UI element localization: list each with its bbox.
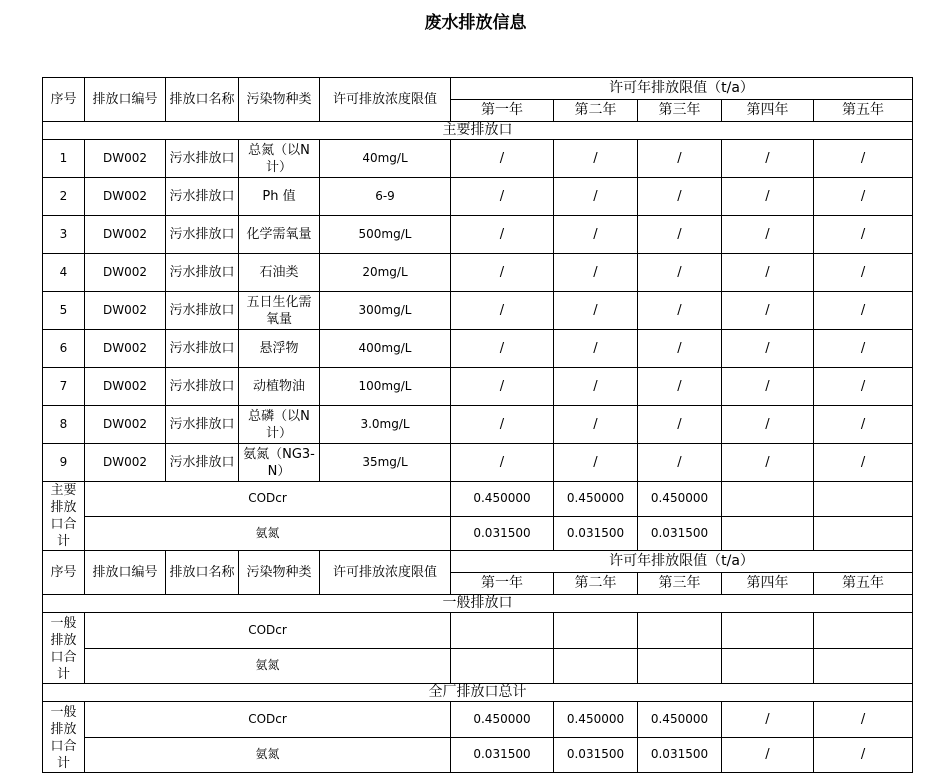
row-year-2: /	[554, 444, 638, 482]
plant-total-row	[43, 702, 913, 738]
row-pollutant: 石油类	[239, 254, 320, 292]
general-total-year-5	[814, 613, 913, 649]
main-header-row	[43, 78, 913, 100]
plant-section-title: 全厂排放口总计	[43, 684, 913, 702]
table-row	[43, 368, 913, 406]
table-row	[43, 444, 913, 482]
main-total-year-5	[814, 516, 913, 551]
general-total-year-5	[814, 648, 913, 684]
header-annual-limit: 许可年排放限值（t/a）	[451, 551, 913, 573]
general-total-year-3	[638, 613, 722, 649]
row-pollutant: 悬浮物	[239, 330, 320, 368]
general-total-row	[43, 648, 913, 684]
row-year-4: /	[722, 178, 814, 216]
row-seq: 3	[43, 216, 85, 254]
row-year-4: /	[722, 254, 814, 292]
main-section-title-row	[43, 122, 913, 140]
row-year-4: /	[722, 444, 814, 482]
header-outlet-code: 排放口编号	[85, 551, 166, 595]
row-year-1: /	[451, 178, 554, 216]
wastewater-table	[42, 77, 913, 773]
header-year-1: 第一年	[451, 100, 554, 122]
row-year-2: /	[554, 140, 638, 178]
row-outlet-name: 污水排放口	[166, 254, 239, 292]
main-total-row	[43, 482, 913, 517]
row-outlet-code: DW002	[85, 368, 166, 406]
header-outlet-name: 排放口名称	[166, 551, 239, 595]
general-total-label: 一般排放口合计	[43, 613, 85, 684]
row-year-2: /	[554, 178, 638, 216]
main-total-year-4	[722, 516, 814, 551]
row-outlet-code: DW002	[85, 292, 166, 330]
row-outlet-code: DW002	[85, 254, 166, 292]
row-seq: 5	[43, 292, 85, 330]
row-pollutant: 动植物油	[239, 368, 320, 406]
main-total-year-2: 0.450000	[554, 482, 638, 517]
row-seq: 1	[43, 140, 85, 178]
row-year-2: /	[554, 330, 638, 368]
header-limit: 许可排放浓度限值	[320, 551, 451, 595]
plant-total-year-3: 0.450000	[638, 702, 722, 738]
general-total-year-1	[451, 613, 554, 649]
plant-total-label: 一般排放口合计	[43, 702, 85, 773]
row-year-4: /	[722, 406, 814, 444]
general-total-year-2	[554, 648, 638, 684]
row-seq: 4	[43, 254, 85, 292]
row-pollutant: 总磷（以N计）	[239, 406, 320, 444]
plant-section-title-row	[43, 684, 913, 702]
plant-total-year-4: /	[722, 737, 814, 773]
header-year-5: 第五年	[814, 573, 913, 595]
row-outlet-code: DW002	[85, 140, 166, 178]
row-year-2: /	[554, 368, 638, 406]
main-total-year-3: 0.031500	[638, 516, 722, 551]
plant-total-year-5: /	[814, 702, 913, 738]
row-year-5: /	[814, 178, 913, 216]
row-year-1: /	[451, 216, 554, 254]
row-year-5: /	[814, 368, 913, 406]
header-year-1: 第一年	[451, 573, 554, 595]
plant-total-year-2: 0.450000	[554, 702, 638, 738]
header-year-4: 第四年	[722, 573, 814, 595]
main-total-year-3: 0.450000	[638, 482, 722, 517]
row-outlet-code: DW002	[85, 216, 166, 254]
row-year-1: /	[451, 444, 554, 482]
row-outlet-name: 污水排放口	[166, 444, 239, 482]
row-year-4: /	[722, 216, 814, 254]
header-seq: 序号	[43, 551, 85, 595]
main-total-year-5	[814, 482, 913, 517]
row-year-3: /	[638, 368, 722, 406]
header-year-2: 第二年	[554, 100, 638, 122]
general-total-year-2	[554, 613, 638, 649]
row-outlet-name: 污水排放口	[166, 140, 239, 178]
row-year-3: /	[638, 292, 722, 330]
row-limit: 300mg/L	[320, 292, 451, 330]
plant-total-year-2: 0.031500	[554, 737, 638, 773]
row-year-2: /	[554, 292, 638, 330]
row-seq: 7	[43, 368, 85, 406]
main-section-title: 主要排放口	[43, 122, 913, 140]
row-limit: 500mg/L	[320, 216, 451, 254]
row-year-3: /	[638, 140, 722, 178]
header-outlet-code: 排放口编号	[85, 78, 166, 122]
general-total-row	[43, 613, 913, 649]
main-total-year-2: 0.031500	[554, 516, 638, 551]
main-total-label: 主要排放口合计	[43, 482, 85, 551]
row-year-5: /	[814, 330, 913, 368]
row-year-1: /	[451, 292, 554, 330]
row-limit: 3.0mg/L	[320, 406, 451, 444]
table-row	[43, 140, 913, 178]
general-total-item: CODcr	[85, 613, 451, 649]
row-seq: 6	[43, 330, 85, 368]
row-seq: 8	[43, 406, 85, 444]
row-year-1: /	[451, 406, 554, 444]
table-row	[43, 254, 913, 292]
row-outlet-name: 污水排放口	[166, 330, 239, 368]
row-year-5: /	[814, 216, 913, 254]
header-annual-limit: 许可年排放限值（t/a）	[451, 78, 913, 100]
plant-total-year-4: /	[722, 702, 814, 738]
row-year-3: /	[638, 406, 722, 444]
header-year-3: 第三年	[638, 100, 722, 122]
plant-total-year-3: 0.031500	[638, 737, 722, 773]
row-year-5: /	[814, 406, 913, 444]
plant-total-row	[43, 737, 913, 773]
row-outlet-name: 污水排放口	[166, 216, 239, 254]
row-year-2: /	[554, 216, 638, 254]
row-year-5: /	[814, 292, 913, 330]
general-total-item: 氨氮	[85, 648, 451, 684]
general-total-year-4	[722, 613, 814, 649]
header-year-5: 第五年	[814, 100, 913, 122]
row-pollutant: 五日生化需氧量	[239, 292, 320, 330]
table-row	[43, 330, 913, 368]
plant-total-year-1: 0.031500	[451, 737, 554, 773]
main-total-year-1: 0.031500	[451, 516, 554, 551]
plant-total-item: CODcr	[85, 702, 451, 738]
header-pollutant: 污染物种类	[239, 78, 320, 122]
row-outlet-code: DW002	[85, 330, 166, 368]
main-total-item: CODcr	[85, 482, 451, 517]
row-pollutant: 化学需氧量	[239, 216, 320, 254]
row-year-4: /	[722, 330, 814, 368]
row-year-4: /	[722, 368, 814, 406]
row-year-5: /	[814, 254, 913, 292]
row-outlet-code: DW002	[85, 444, 166, 482]
table-row	[43, 406, 913, 444]
row-outlet-name: 污水排放口	[166, 292, 239, 330]
row-year-2: /	[554, 254, 638, 292]
general-total-year-4	[722, 648, 814, 684]
table-row	[43, 292, 913, 330]
main-total-row	[43, 516, 913, 551]
row-limit: 35mg/L	[320, 444, 451, 482]
page-title: 废水排放信息	[424, 13, 527, 33]
header-pollutant: 污染物种类	[239, 551, 320, 595]
row-year-3: /	[638, 444, 722, 482]
row-limit: 400mg/L	[320, 330, 451, 368]
header-outlet-name: 排放口名称	[166, 78, 239, 122]
main-total-year-4	[722, 482, 814, 517]
row-year-1: /	[451, 254, 554, 292]
header-seq: 序号	[43, 78, 85, 122]
row-outlet-code: DW002	[85, 406, 166, 444]
row-limit: 100mg/L	[320, 368, 451, 406]
row-pollutant: 氨氮（NG3-N）	[239, 444, 320, 482]
row-year-1: /	[451, 140, 554, 178]
main-total-year-1: 0.450000	[451, 482, 554, 517]
row-seq: 9	[43, 444, 85, 482]
general-header-row	[43, 551, 913, 573]
header-limit: 许可排放浓度限值	[320, 78, 451, 122]
row-year-3: /	[638, 254, 722, 292]
table-row	[43, 216, 913, 254]
header-year-3: 第三年	[638, 573, 722, 595]
row-year-1: /	[451, 330, 554, 368]
row-year-2: /	[554, 406, 638, 444]
row-limit: 40mg/L	[320, 140, 451, 178]
general-total-year-3	[638, 648, 722, 684]
row-year-1: /	[451, 368, 554, 406]
row-pollutant: Ph 值	[239, 178, 320, 216]
row-limit: 6-9	[320, 178, 451, 216]
plant-total-year-5: /	[814, 737, 913, 773]
row-year-4: /	[722, 140, 814, 178]
row-year-4: /	[722, 292, 814, 330]
header-year-4: 第四年	[722, 100, 814, 122]
main-total-item: 氨氮	[85, 516, 451, 551]
plant-total-item: 氨氮	[85, 737, 451, 773]
row-limit: 20mg/L	[320, 254, 451, 292]
row-seq: 2	[43, 178, 85, 216]
table-row	[43, 178, 913, 216]
row-outlet-name: 污水排放口	[166, 368, 239, 406]
row-outlet-name: 污水排放口	[166, 406, 239, 444]
general-section-title: 一般排放口	[43, 595, 913, 613]
general-total-year-1	[451, 648, 554, 684]
row-outlet-name: 污水排放口	[166, 178, 239, 216]
row-year-3: /	[638, 178, 722, 216]
row-year-3: /	[638, 330, 722, 368]
general-section-title-row	[43, 595, 913, 613]
plant-total-year-1: 0.450000	[451, 702, 554, 738]
row-year-5: /	[814, 444, 913, 482]
row-year-3: /	[638, 216, 722, 254]
row-year-5: /	[814, 140, 913, 178]
row-outlet-code: DW002	[85, 178, 166, 216]
row-pollutant: 总氮（以N计）	[239, 140, 320, 178]
header-year-2: 第二年	[554, 573, 638, 595]
